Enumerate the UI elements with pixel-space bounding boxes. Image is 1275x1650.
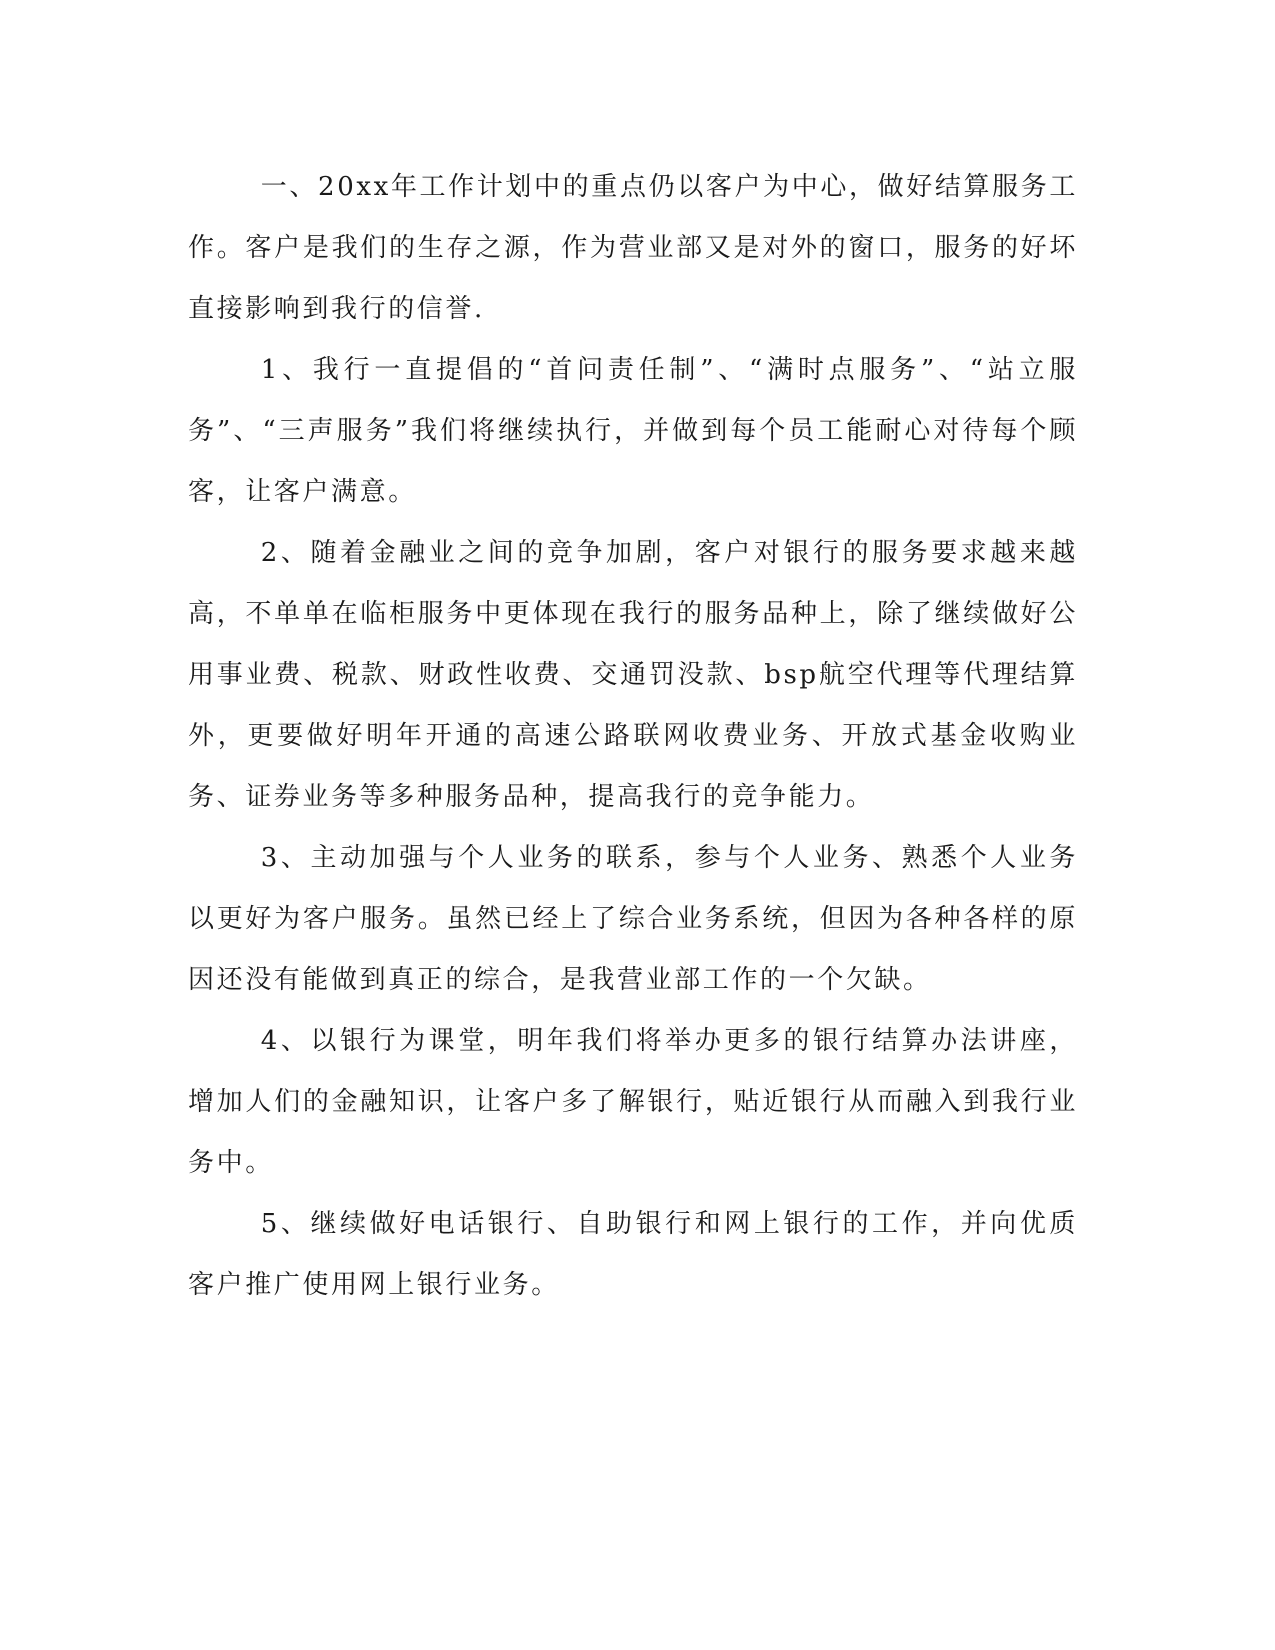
document-body: [188, 157, 1078, 1316]
paragraph-item-2: 2、随着金融业之间的竞争加剧，客户对银行的服务要求越来越高，不单单在临柜服务中更体现在我行的服务品种上，除了继续做好公用事业费、税款、财政性收费、交通罚没款、bsp航空代理等代理结算外，更要做好明年开通的高速公路联网收费业务、开放式基金收购业务、证券业务等多种服务品种，提高我行的竞争能力。: [188, 538, 1078, 812]
paragraph-item-1: 1、我行一直提倡的“首问责任制”、“满时点服务”、“站立服务”、“三声服务”我们将继续执行，并做到每个员工能耐心对待每个顾客，让客户满意。: [188, 355, 1078, 507]
paragraph-item-4: 4、以银行为课堂，明年我们将举办更多的银行结算办法讲座，增加人们的金融知识，让客户多了解银行，贴近银行从而融入到我行业务中。: [188, 1026, 1078, 1178]
paragraph-item-3: 3、主动加强与个人业务的联系，参与个人业务、熟悉个人业务以更好为客户服务。虽然已经上了综合业务系统，但因为各种各样的原因还没有能做到真正的综合，是我营业部工作的一个欠缺。: [188, 843, 1078, 995]
paragraph-item-5: 5、继续做好电话银行、自助银行和网上银行的工作，并向优质客户推广使用网上银行业务。: [188, 1209, 1078, 1300]
paragraph-intro: 一、20xx年工作计划中的重点仍以客户为中心，做好结算服务工作。客户是我们的生存之源，作为营业部又是对外的窗口，服务的好坏直接影响到我行的信誉.: [188, 172, 1078, 324]
